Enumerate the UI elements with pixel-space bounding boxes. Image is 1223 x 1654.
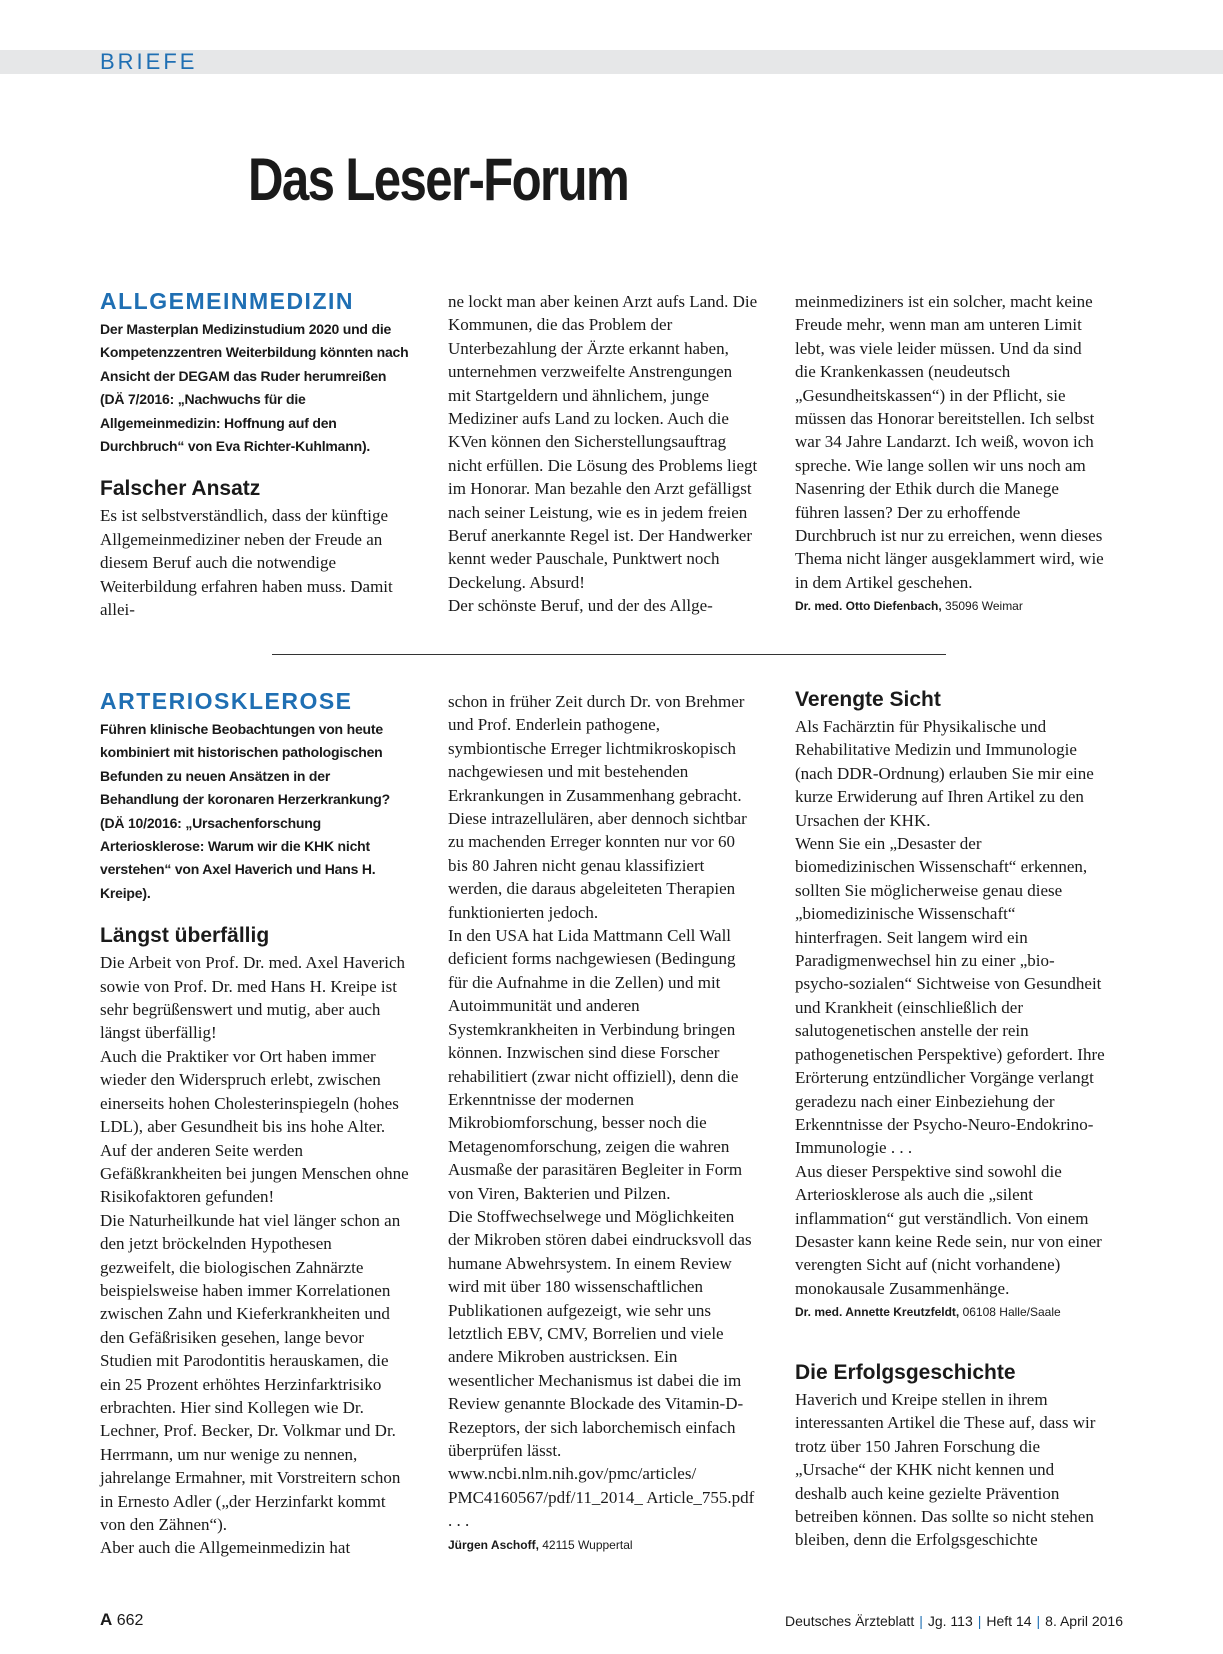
article1-lead: Der Masterplan Medizinstudium 2020 und die Kompetenzzentren Weiterbildung könnten nach Ansicht der DEGAM das Ruder herumreißen (DÄ 7/2016: „Nachwuchs für die Allgemeinmedizin: Hoffnung auf den Durchbruch“ von Eva Richter-Kuhlmann). — [100, 321, 409, 455]
separator: | — [919, 1613, 923, 1629]
page-number — [100, 1610, 143, 1631]
article4-text: Haverich und Kreipe stellen in ihrem interessanten Artikel die These auf, dass wir trotz über 150 Jahren Forschung die „Ursache“ der KHK nicht kennen und deshalb auch keine gezielte Prävention betreiben können. Das sollte so nicht stehen bleiben, denn die Erfolgsgeschichte — [795, 1390, 1096, 1550]
article3-text: Als Fachärztin für Physikalische und Rehabilitative Medizin und Immunologie (nach DDR-Ordnung) erlauben Sie mir eine kurze Erwiderung auf Ihren Artikel zu den Ursachen der KHK. Wenn Sie ein „Desaster der biomedizinischen Wissenschaft“ erkennen, sollten Sie möglicherweise genau diese „biomedizinische Wissenschaft“ hinterfragen. Seit langem wird ein Paradigmenwechsel hin zu einer „bio-psycho-sozialen“ Sichtweise von Gesundheit und Krankheit (einschließlich der salutogenetischen anstelle der rein pathogenetischen Perspektive) gefordert. Ihre Erörterung entzündlicher Vorgänge verlangt geradezu nach einer Einbeziehung der Erkenntnisse der Psycho-Neuro-Endokrino-Immunologie . . . Aus dieser Perspektive sind sowohl die Arteriosklerose als auch die „silent inflammation“ gut verständlich. Von einem Desaster kann keine Rede sein, nur von einer verengten Sicht auf (nicht vorhandene) monokausale Zusammenhänge. — [795, 717, 1105, 1298]
article3-author: Dr. med. Annette Kreutzfeldt, — [795, 1305, 960, 1320]
journal-date: 8. April 2016 — [1045, 1613, 1123, 1629]
article2-lead: Führen klinische Beobachtungen von heute kombiniert mit historischen pathologischen Befunden zu neuen Ansätzen in der Behandlung der koronaren Herzerkrankung? (DÄ 10/2016: „Ursachenforschung Arteriosklerose: Warum wir die KHK nicht verstehen“ von Axel Haverich und Hans H. Kreipe). — [100, 721, 390, 901]
section-label: BRIEFE — [100, 49, 198, 74]
article3-signature — [795, 1302, 1105, 1322]
article2-col1 — [100, 686, 410, 1560]
separator: | — [977, 1613, 982, 1629]
journal-info — [785, 1611, 1123, 1631]
article4-headline: Die Erfolgsgeschichte — [795, 1361, 1016, 1384]
article1-topic: ALLGEMEINMEDIZIN — [100, 288, 354, 314]
article1-author: Dr. med. Otto Diefenbach, — [795, 599, 942, 614]
article3-col — [795, 685, 1105, 1322]
article2-signature — [448, 1535, 758, 1555]
article1-headline: Falscher Ansatz — [100, 477, 261, 501]
journal-name: Deutsches Ärzteblatt — [785, 1613, 915, 1629]
article3-author-place: 06108 Halle/Saale — [959, 1305, 1061, 1320]
article2-text-col2: schon in früher Zeit durch Dr. von Brehmer und Prof. Enderlein pathogene, symbiontische Erreger lichtmikroskopisch nachgewiesen und mit bestehenden Erkrankungen in Zusammenhang gebracht. Diese intrazellulären, aber dennoch sichtbar zu machenden Erreger konnten nur vor 60 bis 80 Jahren nicht genau klassifiziert werden, die daraus abgeleiteten Therapien funktionierten jedoch. In den USA hat Lida Mattmann Cell Wall deficient forms nachgewiesen (Bedingung für die Aufnahme in die Zellen) und mit Autoimmunität und anderen Systemkrankheiten in Verbindung bringen können. Inzwischen sind diese Forscher rehabilitiert (zwar nicht offiziell), denn die Erkenntnisse der modernen Mikrobiomforschung, besser noch die Metagenomforschung, zeigen die wahren Ausmaße der parasitären Begleiter in Form von Viren, Bakterien und Pilzen. Die Stoffwechselwege und Möglichkeiten der Mikroben stören dabei eindrucksvoll das humane Abwehrsystem. In einem Review wird mit über 180 wissenschaftlichen Publikationen aufgezeigt, wie sehr uns letztlich EBV, CMV, Borrelien und viele andere Mikroben austricksen. Ein wesentlicher Mechanismus ist dabei die im Review genannte Blockade des Vitamin-D-Rezeptors, der sich laborchemisch einfach überprüfen lässt. www.ncbi.nlm.nih.gov/pmc/articles/ PMC4160567/pdf/11_2014_ Article_755.pdf . . . — [448, 692, 755, 1531]
article2-text-col1: Die Arbeit von Prof. Dr. med. Axel Haverich sowie von Prof. Dr. med Hans H. Kreipe ist sehr begrüßenswert und mutig, aber auch längst überfällig! Auch die Praktiker vor Ort haben immer wieder den Widerspruch erlebt, zwischen einerseits hohen Cholesterinspiegeln (hohes LDL), aber Gesundheit bis ins hohe Alter. Auf der anderen Seite werden Gefäßkrankheiten bei jungen Menschen ohne Risikofaktoren gefunden! Die Naturheilkunde hat viel länger schon an den jetzt bröckelnden Hypothesen gezweifelt, die biologischen Zahnärzte beispielsweise haben immer Korrelationen zwischen Zahn und Kieferkrankheiten und den Gefäßrisiken gesehen, lange bevor Studien mit Parodontitis herauskamen, die ein 25 Prozent erhöhtes Herzinfarktrisiko erbrachten. Hier sind Kollegen wie Dr. Lechner, Prof. Becker, Dr. Volkmar und Dr. Herrmann, um nur wenige zu nennen, jahrelange Ermahner, mit Vorstreitern schon in Ernesto Adler („der Herzinfarkt kommt von den Zähnen“). Aber auch die Allgemeinmedizin hat — [100, 953, 409, 1558]
journal-issue: Heft 14 — [986, 1613, 1032, 1629]
article2-author: Jürgen Aschoff, — [448, 1537, 539, 1552]
article4-col — [795, 1358, 1105, 1552]
article1-col2 — [448, 290, 758, 618]
article2-headline: Längst überfällig — [100, 924, 270, 948]
article1-text-col1: Es ist selbstverständlich, dass der künftige Allgemeinmediziner neben der Freude an diesem Beruf auch die notwendige Weiterbildung erfahren haben muss. Damit allei- — [100, 506, 393, 620]
article2-author-place: 42115 Wuppertal — [538, 1537, 633, 1552]
article-divider — [272, 654, 946, 655]
article1-text-col2: ne lockt man aber keinen Arzt aufs Land. Die Kommunen, die das Problem der Unterbezahlung der Ärzte erkannt haben, unternehmen verzweifelte Anstrengungen mit Startgeldern und ähnlichem, junge Mediziner aufs Land zu locken. Auch die KVen können den Sicherstellungsauftrag nicht erfüllen. Die Lösung des Problems liegt im Honorar. Man bezahle den Arzt gefälligst nach seiner Leistung, wie es in jedem freien Beruf anerkannte Regel ist. Der Handwerker kennt weder Pauschale, Punktwert noch Deckelung. Absurd! Der schönste Beruf, und der des Allge- — [448, 292, 758, 616]
article1-col3 — [795, 290, 1105, 616]
page-prefix: A — [100, 1610, 113, 1629]
article1-col1 — [100, 286, 410, 621]
article1-text-col3: meinmediziners ist ein solcher, macht keine Freude mehr, wenn man am unteren Limit lebt, was viele leider müssen. Und da sind die Krankenkassen (neudeutsch „Gesundheitskassen“) in der Pflicht, sie müssen das Honorar bereitstellen. Ich selbst war 34 Jahre Landarzt. Ich weiß, wovon ich spreche. Wie lange sollen wir uns noch am Nasenring der Ethik durch die Manege führen lassen? Der zu erhoffende Durchbruch ist nur zu erreichen, wenn dieses Thema nicht länger ausgeklammert wird, wie in dem Artikel geschehen. — [795, 292, 1104, 592]
article2-col2 — [448, 690, 758, 1555]
article2-topic: ARTERIOSKLEROSE — [100, 688, 353, 714]
journal-volume: Jg. 113 — [927, 1613, 973, 1629]
article1-signature — [795, 596, 1105, 616]
page-title: Das Leser-Forum — [248, 146, 629, 213]
article1-author-place: 35096 Weimar — [941, 599, 1023, 614]
separator: | — [1036, 1613, 1041, 1629]
article3-headline: Verengte Sicht — [795, 688, 941, 711]
page-number-value: 662 — [116, 1612, 144, 1629]
